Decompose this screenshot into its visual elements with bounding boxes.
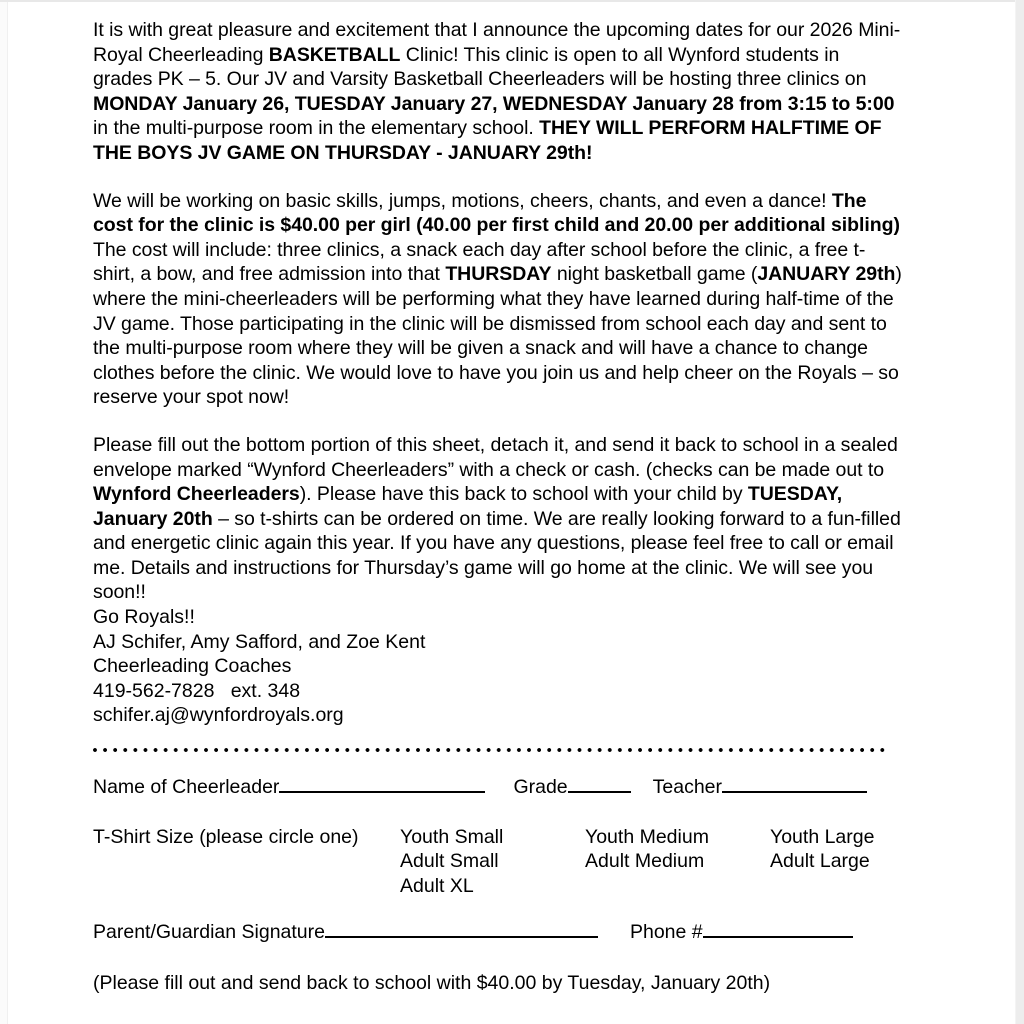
tshirt-option-adult-large[interactable]: Adult Large — [770, 850, 870, 873]
phone-number-label: Phone # — [629, 921, 703, 944]
p2-text-2: The cost will include: three clinics, a snack each day after school before the clinic, a free t-shirt, a bow, and free admission into that — [93, 238, 866, 286]
p3-text-3: – so t-shirts can be ordered on time. We are really looking forward to a fun-filled and energetic clinic again this year. If you have any questions, please feel free to call or email me. Details and instructions for Thursday’s game will go home at the clinic. We will see you soon!! — [93, 507, 901, 604]
p1-text-2: Clinic! This clinic is open to all Wynford students in grades PK – 5. Our JV and Varsity Basketball Cheerleaders will be hosting three clinics on — [93, 43, 867, 91]
p3-text-2: ). Please have this back to school with your child by — [299, 483, 748, 506]
teacher-input[interactable] — [722, 775, 867, 793]
p2-text-4: ) where the mini-cheerleaders will be performing what they have learned during half-time of the JV game. Those participating in the clinic will be dismissed from school each day and sent to the multi-purpose room where they will be given a snack and will have a chance to change clothes before the clinic. We would love to have you join us and help cheer on the Royals – so reserve your spot now! — [93, 263, 902, 409]
tshirt-size-column-2 — [585, 825, 770, 874]
paragraph-instructions — [93, 433, 904, 605]
phone-number-input[interactable] — [703, 920, 853, 938]
tshirt-option-youth-medium[interactable]: Youth Medium — [585, 825, 709, 848]
tshirt-option-youth-small[interactable]: Youth Small — [400, 825, 504, 848]
p2-bold-cost: The cost for the clinic is $40.00 per girl (40.00 per first child and 20.00 per additional sibling) — [93, 189, 900, 237]
form-row-name-grade-teacher — [93, 775, 904, 800]
p3-bold-payee: Wynford Cheerleaders — [93, 483, 300, 506]
tshirt-size-section — [93, 825, 904, 899]
grade-input[interactable] — [568, 775, 631, 793]
tshirt-size-column-1 — [400, 825, 585, 899]
contact-email: schifer.aj@wynfordroyals.org — [93, 704, 344, 727]
form-footnote: (Please fill out and send back to school with $40.00 by Tuesday, January 20th) — [93, 972, 771, 994]
name-of-cheerleader-input[interactable] — [279, 775, 485, 793]
parent-guardian-signature-input[interactable] — [325, 920, 598, 938]
tshirt-size-label: T-Shirt Size (please circle one) — [93, 825, 359, 848]
tshirt-option-adult-small[interactable]: Adult Small — [400, 850, 499, 873]
contact-phone: 419-562-7828 ext. 348 — [93, 679, 301, 702]
p3-bold-deadline: TUESDAY, January 20th — [93, 483, 843, 530]
p2-bold-january-29th: JANUARY 29th — [757, 263, 896, 286]
cheer-signoff: Go Royals!! — [93, 606, 195, 629]
teacher-label: Teacher — [652, 776, 723, 799]
p2-text-3: night basketball game ( — [551, 263, 758, 286]
grade-label: Grade — [513, 776, 568, 799]
parent-guardian-signature-label: Parent/Guardian Signature — [93, 921, 325, 944]
paragraph-details-and-cost — [93, 189, 904, 410]
contact-block — [93, 605, 904, 728]
p1-bold-basketball: BASKETBALL — [268, 43, 401, 66]
coach-role: Cheerleading Coaches — [93, 655, 292, 678]
tshirt-size-column-3 — [770, 825, 930, 874]
p1-bold-halftime-performance: THEY WILL PERFORM HALFTIME OF THE BOYS JV GAME ON THURSDAY - JANUARY 29th! — [93, 117, 882, 164]
p1-text-3: in the multi-purpose room in the elementary school. — [93, 117, 540, 140]
coach-names: AJ Schifer, Amy Safford, and Zoe Kent — [93, 630, 426, 653]
paragraph-announcement — [93, 18, 904, 166]
dotted-cut-line — [93, 745, 890, 755]
tshirt-option-youth-large[interactable]: Youth Large — [770, 825, 875, 848]
p1-bold-clinic-dates: MONDAY January 26, TUESDAY January 27, WEDNESDAY January 28 from 3:15 to 5:00 — [93, 92, 895, 115]
name-of-cheerleader-label: Name of Cheerleader — [93, 776, 280, 799]
tshirt-option-adult-medium[interactable]: Adult Medium — [585, 850, 705, 873]
p2-text-1: We will be working on basic skills, jumps, motions, cheers, chants, and even a dance! — [93, 189, 832, 212]
p3-text-1: Please fill out the bottom portion of this sheet, detach it, and send it back to school in a sealed envelope marked “Wynford Cheerleaders” with a check or cash. (checks can be made out to — [93, 433, 898, 481]
form-row-signature-phone — [93, 920, 904, 945]
tshirt-option-adult-xl[interactable]: Adult XL — [400, 874, 474, 897]
p1-text-1: It is with great pleasure and excitement that I announce the upcoming dates for our 2026 Mini-Royal Cheerleading — [93, 19, 901, 66]
tear-off-form — [93, 775, 904, 996]
p2-bold-thursday: THURSDAY — [445, 263, 552, 286]
